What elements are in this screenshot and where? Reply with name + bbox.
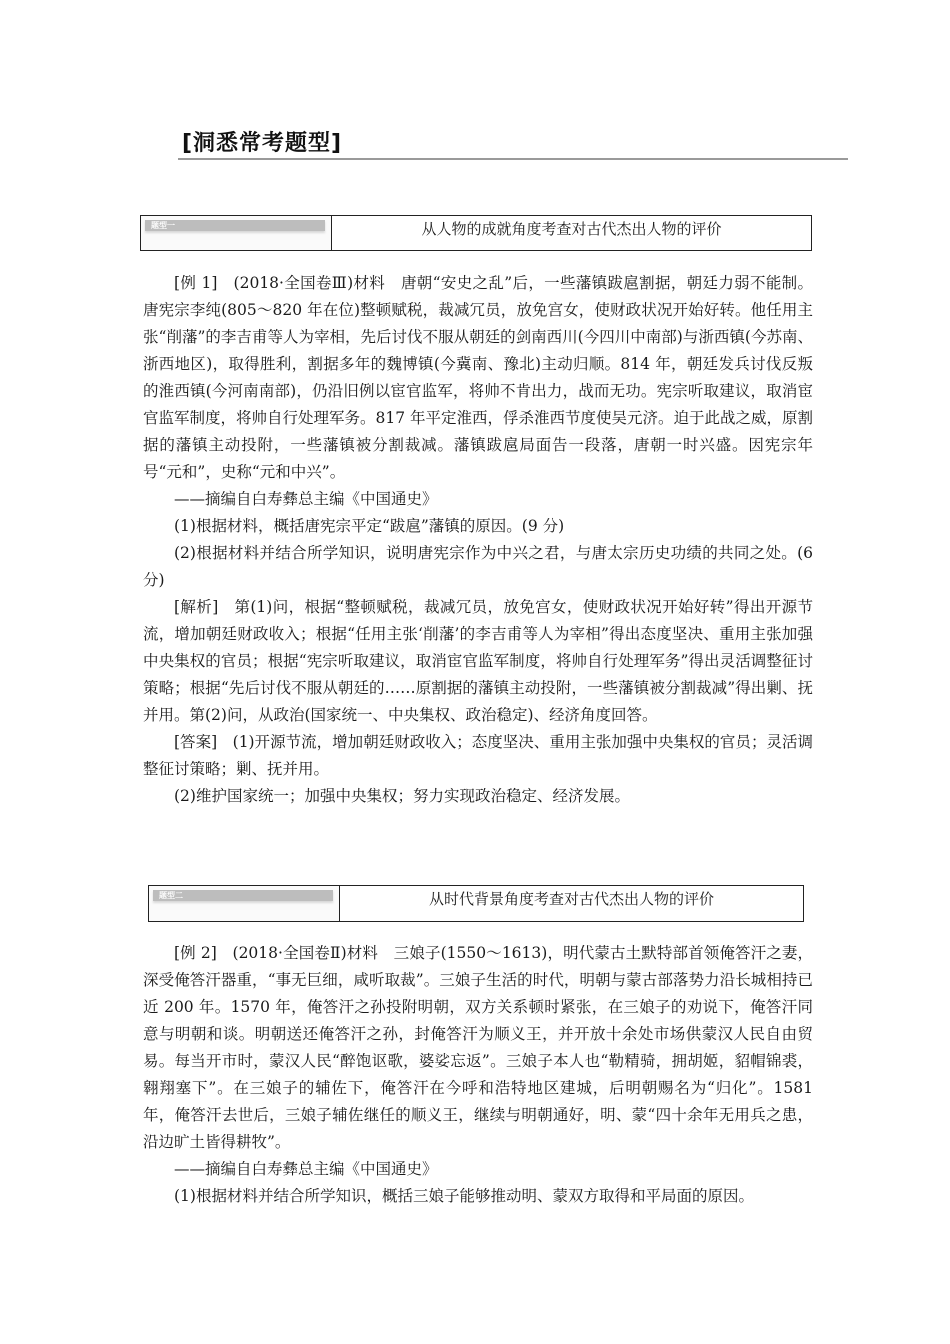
topic-box-2 — [148, 885, 804, 922]
analysis: [解析] 第(1)问，根据“整顿赋税，裁减冗员，放免宫女，使财政状况开始好转”得出开源节流，增加朝廷财政收入；根据“任用主张‘削藩’的李吉甫等人为宰相”得出态度坚决、重用主张加强中央集权的官员；根据“宪宗听取建议，取消宦官监军制度，将帅自行处理军务”得出灵活调整征讨策略；根据“先后讨伐不服从朝廷的……原割据的藩镇主动投附，一些藩镇被分割裁减”得出剿、抚并用。第(2)问，从政治(国家统一、中央集权、政治稳定)、经济角度回答。 — [143, 598, 813, 724]
topic-tag-cell — [149, 886, 340, 921]
topic-tag-label: 题型二 — [159, 891, 183, 900]
example-source: ——摘编自白寿彝总主编《中国通史》 — [174, 1160, 438, 1178]
example-material: [例 2] (2018·全国卷Ⅱ)材料 三娘子(1550～1613)，明代蒙古土默特部首领俺答汗之妻，深受俺答汗器重，“事无巨细，咸听取裁”。三娘子生活的时代，明朝与蒙古部落势力沿长城相持已近 200 年。1570 年，俺答汗之孙投附明朝，双方关系顿时紧张，在三娘子的劝说下，俺答汗同意与明朝和谈。明朝送还俺答汗之孙，封俺答汗为顺义王，并开放十余处市场供蒙汉人民自由贸易。每当开市时，蒙汉人民“醉饱讴歌，婆娑忘返”。三娘子本人也“勒精骑，拥胡姬，貂帽锦裘，翱翔塞下”。在三娘子的辅佐下，俺答汗在今呼和浩特地区建城，后明朝赐名为“归化”。1581 年，俺答汗去世后，三娘子辅佐继任的顺义王，继续与明朝通好，明、蒙“四十余年无用兵之患，沿边旷土皆得耕牧”。 — [143, 944, 813, 1151]
example-source: ——摘编自白寿彝总主编《中国通史》 — [174, 490, 438, 508]
topic-box-1 — [140, 215, 812, 251]
topic-title: 从人物的成就角度考查对古代杰出人物的评价 — [421, 220, 722, 238]
answer-part-2: (2)维护国家统一；加强中央集权；努力实现政治稳定、经济发展。 — [174, 787, 630, 805]
section-header — [178, 124, 848, 160]
question-1: (1)根据材料并结合所学知识，概括三娘子能够推动明、蒙双方取得和平局面的原因。 — [174, 1187, 754, 1205]
example-2 — [143, 940, 813, 1210]
question-1: (1)根据材料，概括唐宪宗平定“跋扈”藩镇的原因。(9 分) — [174, 517, 565, 535]
answer-part-1: [答案] (1)开源节流，增加朝廷财政收入；态度坚决、重用主张加强中央集权的官员；灵活调整征讨策略；剿、抚并用。 — [143, 733, 813, 778]
section-title: [洞悉常考题型] — [182, 131, 343, 156]
topic-tag-label: 题型一 — [151, 221, 175, 230]
topic-title: 从时代背景角度考查对古代杰出人物的评价 — [428, 890, 714, 908]
question-2: (2)根据材料并结合所学知识，说明唐宪宗作为中兴之君，与唐太宗历史功绩的共同之处。(6 分) — [143, 544, 813, 589]
example-1 — [143, 270, 813, 810]
topic-tag-cell — [141, 216, 332, 250]
example-material: [例 1] (2018·全国卷Ⅲ)材料 唐朝“安史之乱”后，一些藩镇跋扈割据，朝廷力弱不能制。唐宪宗李纯(805～820 年在位)整顿赋税，裁减冗员，放免宫女，使财政状况开始好转。他任用主张“削藩”的李吉甫等人为宰相，先后讨伐不服从朝廷的剑南西川(今四川中南部)与浙西镇(今苏南、浙西地区)，取得胜利，割据多年的魏博镇(今冀南、豫北)主动归顺。814 年，朝廷发兵讨伐反叛的淮西镇(今河南南部)，仍沿旧例以宦官监军，将帅不肯出力，战而无功。宪宗听取建议，取消宦官监军制度，将帅自行处理军务。817 年平定淮西，俘杀淮西节度使吴元济。迫于此战之威，原割据的藩镇主动投附，一些藩镇被分割裁减。藩镇跋扈局面告一段落，唐朝一时兴盛。因宪宗年号“元和”，史称“元和中兴”。 — [143, 274, 814, 481]
